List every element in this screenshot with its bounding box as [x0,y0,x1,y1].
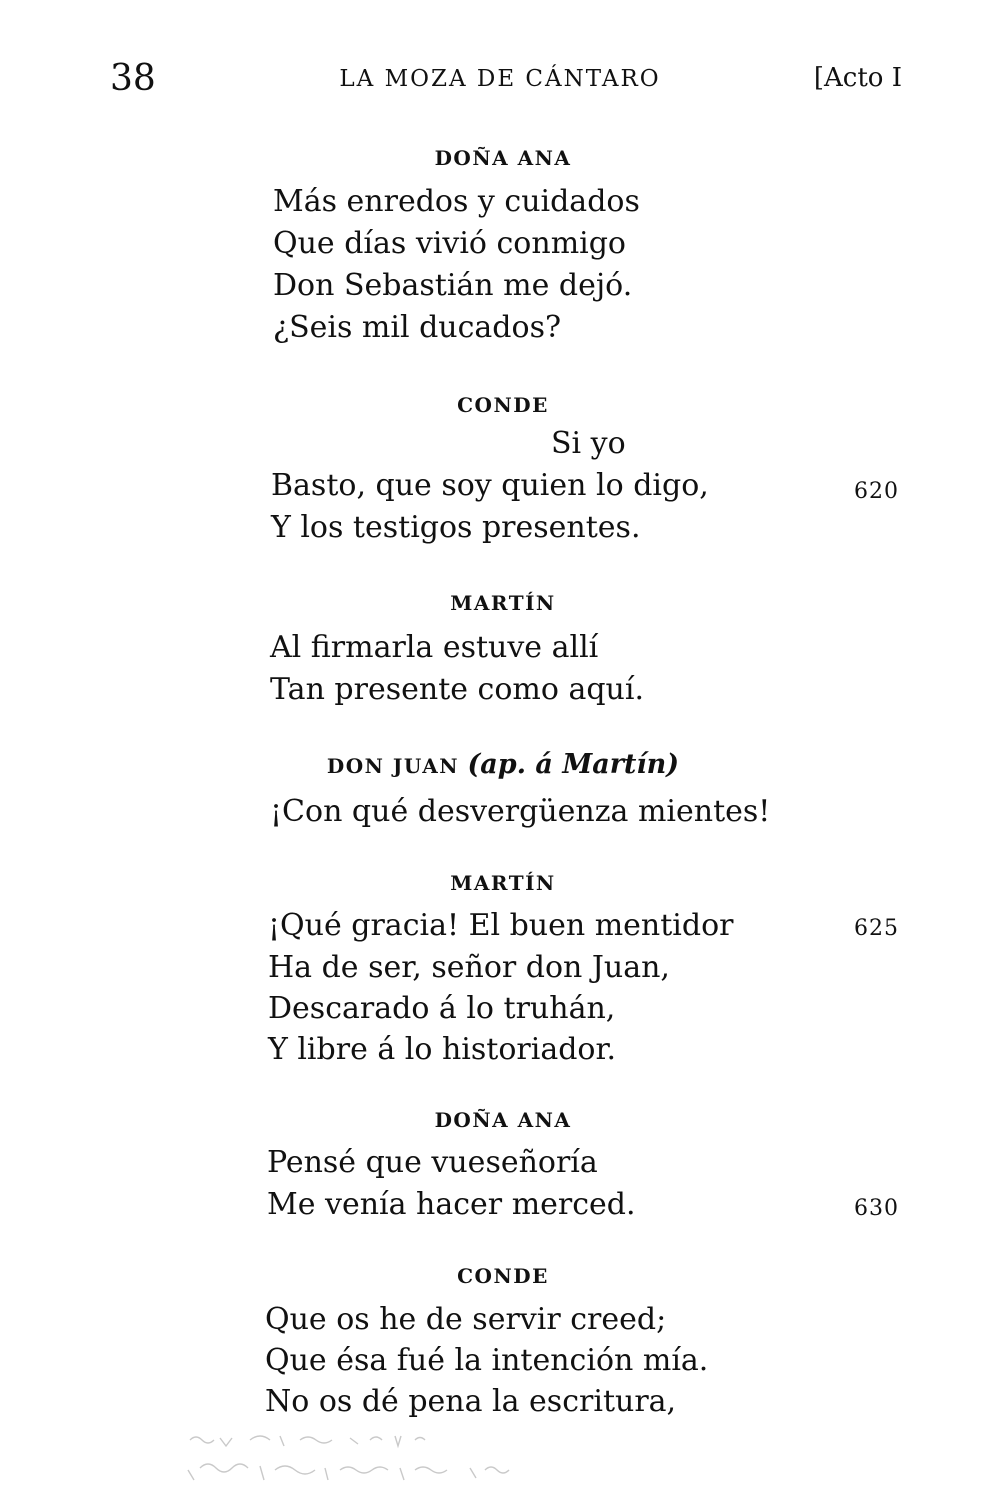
speaker-line [0,749,1000,780]
line-number: 625 [854,916,899,941]
verse-line: ¿Seis mil ducados? [273,310,562,345]
bleed-through-marks [180,1428,540,1496]
verse-line: Basto, que soy quien lo digo, [271,468,709,503]
verse-line: ¡Qué gracia! El buen mentidor [268,908,734,943]
verse-line: Don Sebastián me dejó. [273,268,633,303]
verse-line: Tan presente como aquí. [270,672,644,707]
verse-line: Al firmarla estuve allí [270,630,599,665]
speaker-name: CONDE [457,393,549,417]
verse-line: Si yo [551,426,626,461]
page-number: 38 [110,58,156,99]
verse-line: Que os he de servir creed; [265,1302,667,1337]
verse-line: Ha de ser, señor don Juan, [268,950,670,985]
speaker-name: CONDE [457,1264,549,1288]
line-number: 630 [854,1196,899,1221]
running-title: LA MOZA DE CÁNTARO [339,66,661,92]
verse-line: Más enredos y cuidados [273,184,640,219]
verse-line: Pensé que vueseñoría [267,1145,598,1180]
verse-line: Que ésa fué la intención mía. [265,1343,709,1378]
verse-line: ¡Con qué desvergüenza mientes! [270,794,771,829]
verse-line: Que días vivió conmigo [273,226,626,261]
verse-line: Y libre á lo historiador. [268,1032,617,1067]
speaker-name: MARTÍN [450,591,556,615]
verse-line: Y los testigos presentes. [271,510,641,545]
act-marker: [Acto I [813,63,902,93]
speaker-name: DOÑA ANA [434,1108,572,1132]
stage-direction: (ap. á Martín) [467,749,680,780]
verse-line: Me venía hacer merced. [267,1187,636,1222]
speaker-name: DON JUAN [326,754,460,778]
verse-line: No os dé pena la escritura, [265,1384,677,1419]
speaker-name: DOÑA ANA [434,146,572,170]
speaker-name: MARTÍN [450,871,556,895]
line-number: 620 [854,479,899,504]
verse-line: Descarado á lo truhán, [268,991,616,1026]
